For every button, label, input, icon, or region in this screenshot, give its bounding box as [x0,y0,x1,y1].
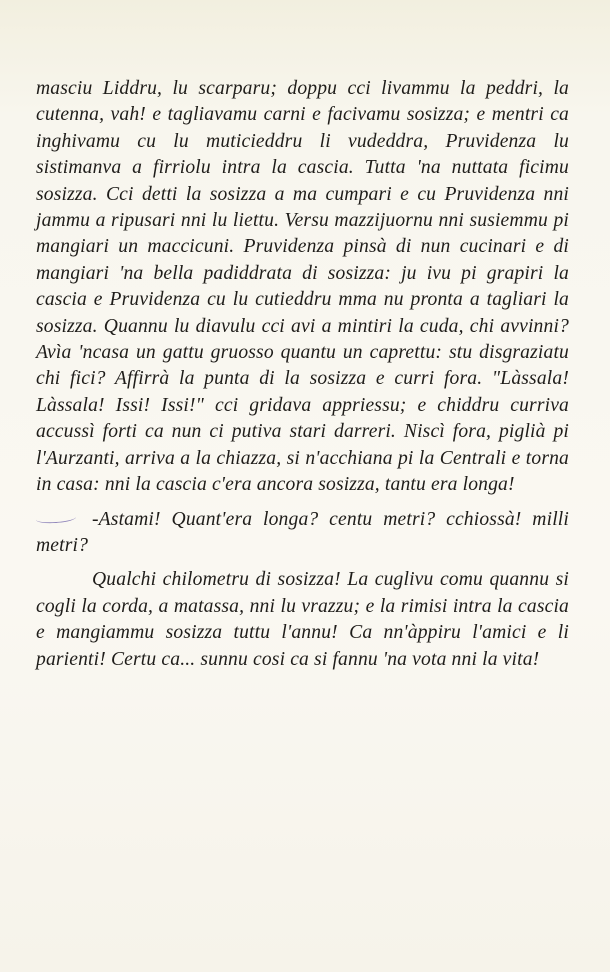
paragraph-2: -Astami! Quant'era longa? centu metri? cchiossà! milli metri? [36,508,569,556]
paragraph-3: Qualchi chilometru di sosizza! La cuglivu comu quannu si cogli la corda, a matassa, nni lu vrazzu; e la rimisi intra la cascia e mangiammu sosizza tuttu l'annu! Ca nn'àppiru l'amici e li parienti! Certu ca... sunnu cosi ca si fannu 'na vota nni la vita! [36,569,569,670]
paragraph-1: masciu Liddru, lu scarparu; doppu cci livammu la peddri, la cutenna, vah! e tagliavamu carni e facivamu sosizza; e mentri ca inghivamu cu lu muticieddru li vudeddra, Pruvidenza lu sistimanva a firriolu intra la cascia. Tutta 'na nuttata ficimu sosizza. Cci detti la sosizza a ma cumpari e cu Pruvidenza nni jammu a ripusari nni lu liettu. Versu mazzijuornu nni susiemmu pi mangiari un maccicuni. Pruvidenza pinsà di nun cucinari e di mangiari 'na bella padiddrata di sosizza: ju ivu pi grapiri la cascia e Pruvidenza cu lu cutieddru mma nu pronta a tagliari la sosizza. Quannu lu diavulu cci avi a mintiri la cuda, chi avvinni? Avìa 'ncasa un gattu gruosso quantu un caprettu: stu disgraziatu chi fici? Affirrà la punta di la sosizza e curri fora. "Làssala! Làssala! Issi! Issi!" cci gridava appriessu; e chiddru curriva accussì forti ca nun ci putiva stari darreri. Niscì fora, piglià pi l'Aurzanti, arriva a la chiazza, si n'acchiana pi la Centrali e torna in casa: nni la cascia c'era ancora sosizza, tantu era longa! [36,78,569,496]
page-text [36,76,569,673]
